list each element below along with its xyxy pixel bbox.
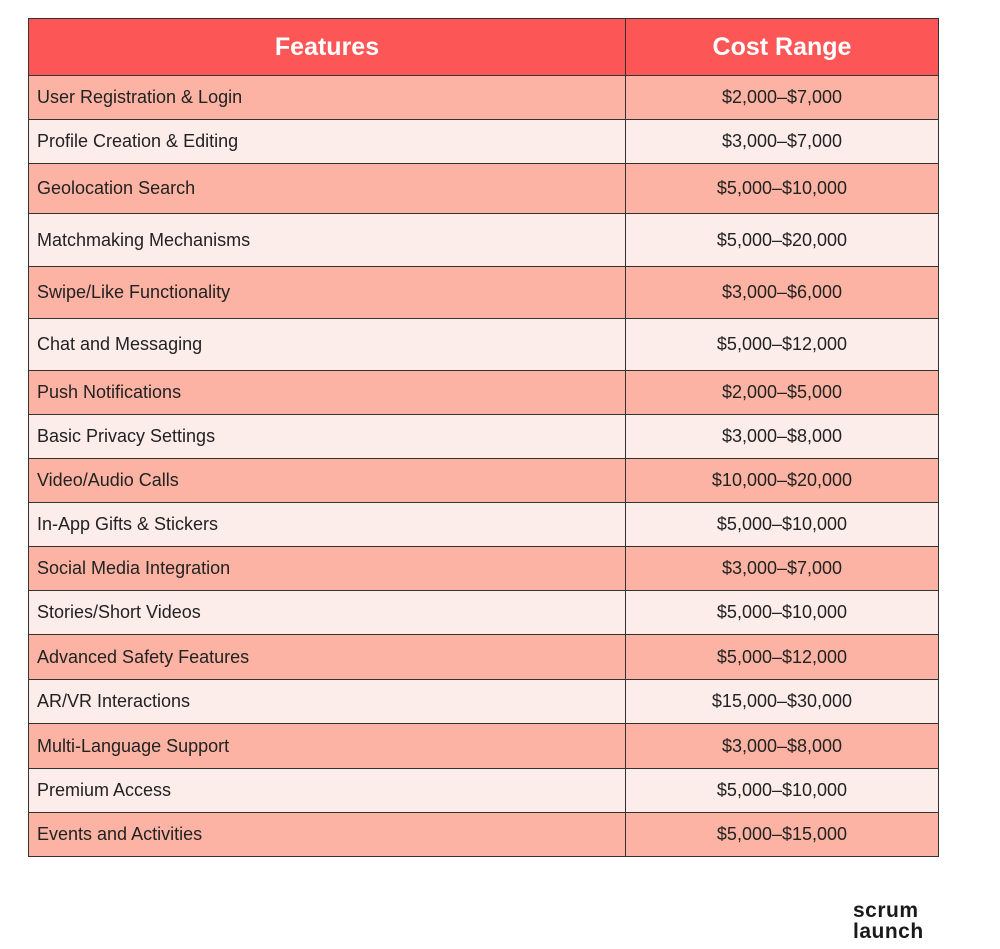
cost-cell: $5,000–$12,000 bbox=[626, 635, 939, 680]
feature-cell: Multi-Language Support bbox=[29, 724, 626, 769]
feature-cell: Advanced Safety Features bbox=[29, 635, 626, 680]
header-row bbox=[29, 19, 939, 76]
scrumlaunch-logo bbox=[853, 900, 924, 942]
cost-cell: $5,000–$10,000 bbox=[626, 769, 939, 813]
cost-cell: $10,000–$20,000 bbox=[626, 459, 939, 503]
table-row bbox=[29, 319, 939, 371]
feature-cell: Premium Access bbox=[29, 769, 626, 813]
feature-cell: Push Notifications bbox=[29, 371, 626, 415]
header-features: Features bbox=[29, 19, 626, 76]
feature-cost-table bbox=[28, 18, 939, 857]
header-cost-range: Cost Range bbox=[626, 19, 939, 76]
cost-cell: $2,000–$5,000 bbox=[626, 371, 939, 415]
feature-cell: Social Media Integration bbox=[29, 547, 626, 591]
cost-cell: $3,000–$7,000 bbox=[626, 120, 939, 164]
table-row bbox=[29, 371, 939, 415]
table-row bbox=[29, 76, 939, 120]
table-row bbox=[29, 459, 939, 503]
cost-cell: $3,000–$8,000 bbox=[626, 724, 939, 769]
cost-cell: $3,000–$8,000 bbox=[626, 415, 939, 459]
table-row bbox=[29, 813, 939, 857]
table-row bbox=[29, 503, 939, 547]
table-row bbox=[29, 120, 939, 164]
table-row bbox=[29, 724, 939, 769]
feature-cell: Basic Privacy Settings bbox=[29, 415, 626, 459]
table-row bbox=[29, 591, 939, 635]
cost-cell: $5,000–$10,000 bbox=[626, 164, 939, 214]
cost-cell: $5,000–$10,000 bbox=[626, 503, 939, 547]
cost-cell: $2,000–$7,000 bbox=[626, 76, 939, 120]
feature-cell: Stories/Short Videos bbox=[29, 591, 626, 635]
table-row bbox=[29, 164, 939, 214]
logo-line1: scrum bbox=[853, 899, 919, 922]
cost-cell: $5,000–$15,000 bbox=[626, 813, 939, 857]
feature-cell: Events and Activities bbox=[29, 813, 626, 857]
feature-cell: Matchmaking Mechanisms bbox=[29, 214, 626, 267]
feature-cell: Video/Audio Calls bbox=[29, 459, 626, 503]
feature-cell: AR/VR Interactions bbox=[29, 680, 626, 724]
cost-cell: $5,000–$12,000 bbox=[626, 319, 939, 371]
table-row bbox=[29, 547, 939, 591]
cost-cell: $3,000–$6,000 bbox=[626, 267, 939, 319]
cost-cell: $5,000–$10,000 bbox=[626, 591, 939, 635]
feature-cell: In-App Gifts & Stickers bbox=[29, 503, 626, 547]
cost-cell: $3,000–$7,000 bbox=[626, 547, 939, 591]
feature-cell: Geolocation Search bbox=[29, 164, 626, 214]
feature-cell: Profile Creation & Editing bbox=[29, 120, 626, 164]
table-row bbox=[29, 267, 939, 319]
table-row bbox=[29, 635, 939, 680]
feature-cell: Chat and Messaging bbox=[29, 319, 626, 371]
cost-cell: $15,000–$30,000 bbox=[626, 680, 939, 724]
feature-cell: Swipe/Like Functionality bbox=[29, 267, 626, 319]
table-row bbox=[29, 415, 939, 459]
table-row bbox=[29, 214, 939, 267]
feature-cell: User Registration & Login bbox=[29, 76, 626, 120]
logo-line2: launch bbox=[853, 920, 924, 943]
table-row bbox=[29, 769, 939, 813]
table-row bbox=[29, 680, 939, 724]
cost-cell: $5,000–$20,000 bbox=[626, 214, 939, 267]
